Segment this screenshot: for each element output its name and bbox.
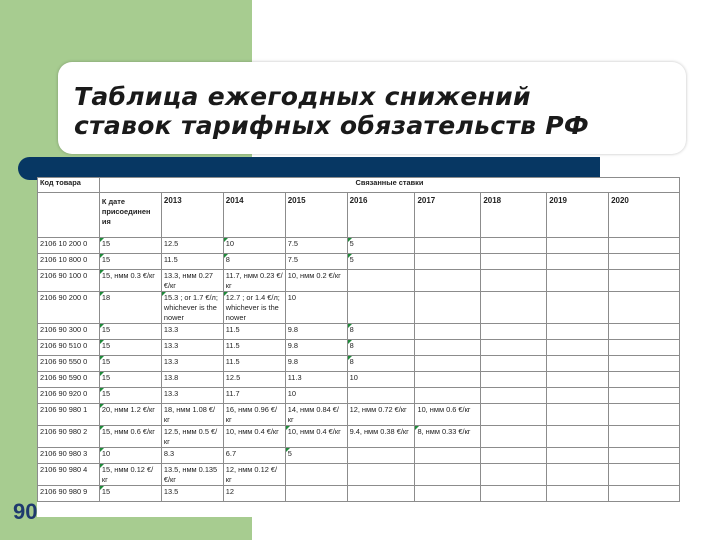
product-code: 2106 90 590 0 xyxy=(38,372,100,388)
rate-cell: 7.5 xyxy=(285,254,347,270)
rate-cell: 10, нмм 0.4 €/кг xyxy=(285,426,347,448)
rate-cell xyxy=(547,404,609,426)
rate-cell: 11.5 xyxy=(223,356,285,372)
rate-cell: 12.7 ; or 1.4 €/л; whichever is the nower xyxy=(223,292,285,324)
year-header: 2016 xyxy=(347,193,415,238)
rate-cell xyxy=(415,270,481,292)
rate-cell: 9.8 xyxy=(285,340,347,356)
rate-cell: 12.5, нмм 0.5 €/кг xyxy=(161,426,223,448)
rate-cell: 14, нмм 0.84 €/кг xyxy=(285,404,347,426)
rate-cell xyxy=(347,388,415,404)
rate-cell: 15, нмм 0.12 €/кг xyxy=(99,464,161,486)
product-code: 2106 90 980 9 xyxy=(38,486,100,502)
rate-cell xyxy=(285,464,347,486)
product-code: 2106 90 100 0 xyxy=(38,270,100,292)
rate-cell xyxy=(547,292,609,324)
rate-cell: 15 xyxy=(99,254,161,270)
rate-cell: 8 xyxy=(347,356,415,372)
rate-cell: 12, нмм 0.12 €/кг xyxy=(223,464,285,486)
table-row xyxy=(38,486,680,502)
rate-cell xyxy=(481,404,547,426)
bound-rates-header: Связанные ставки xyxy=(99,178,679,193)
rate-cell xyxy=(415,356,481,372)
rate-cell: 16, нмм 0.96 €/кг xyxy=(223,404,285,426)
product-code: 2106 90 980 3 xyxy=(38,448,100,464)
rate-cell: 10, нмм 0.6 €/кг xyxy=(415,404,481,426)
product-code: 2106 10 800 0 xyxy=(38,254,100,270)
rate-cell xyxy=(481,426,547,448)
rate-cell xyxy=(415,340,481,356)
rate-cell: 15 xyxy=(99,388,161,404)
table-row xyxy=(38,464,680,486)
rate-cell: 15.3 ; or 1.7 €/л; whichever is the nower xyxy=(161,292,223,324)
rate-cell: 10, нмм 0.2 €/кг xyxy=(285,270,347,292)
rate-cell: 8 xyxy=(347,324,415,340)
rate-cell: 13.3 xyxy=(161,324,223,340)
year-header: 2018 xyxy=(481,193,547,238)
rate-cell xyxy=(415,486,481,502)
rate-cell xyxy=(481,372,547,388)
rate-cell xyxy=(481,486,547,502)
rate-cell: 11.7, нмм 0.23 €/кг xyxy=(223,270,285,292)
rate-cell xyxy=(547,372,609,388)
rate-cell xyxy=(415,464,481,486)
rate-cell: 15 xyxy=(99,340,161,356)
rate-cell xyxy=(609,448,680,464)
header-row-1 xyxy=(38,178,680,193)
rate-cell xyxy=(347,486,415,502)
rate-cell xyxy=(415,448,481,464)
rate-cell: 18, нмм 1.08 €/кг xyxy=(161,404,223,426)
rate-cell: 8 xyxy=(347,340,415,356)
product-code: 2106 90 980 2 xyxy=(38,426,100,448)
rate-cell xyxy=(481,238,547,254)
title-line-1: Таблица ежегодных снижений xyxy=(74,82,531,111)
rate-cell xyxy=(547,270,609,292)
rate-cell xyxy=(547,340,609,356)
rate-cell xyxy=(415,372,481,388)
rate-cell xyxy=(609,340,680,356)
table-row xyxy=(38,238,680,254)
product-code: 2106 90 550 0 xyxy=(38,356,100,372)
rate-cell xyxy=(609,426,680,448)
rate-cell xyxy=(415,324,481,340)
rate-cell: 5 xyxy=(285,448,347,464)
rate-cell: 20, нмм 1.2 €/кг xyxy=(99,404,161,426)
rate-cell xyxy=(609,270,680,292)
rate-cell xyxy=(609,238,680,254)
rate-cell xyxy=(609,388,680,404)
table-row xyxy=(38,404,680,426)
rate-cell: 11.5 xyxy=(223,324,285,340)
rate-cell xyxy=(481,324,547,340)
year-header: 2019 xyxy=(547,193,609,238)
rate-cell: 10 xyxy=(347,372,415,388)
rate-cell xyxy=(415,254,481,270)
rate-cell: 9.4, нмм 0.38 €/кг xyxy=(347,426,415,448)
year-header: 2013 xyxy=(161,193,223,238)
rate-cell: 11.5 xyxy=(161,254,223,270)
tariff-table xyxy=(37,177,680,502)
table-row xyxy=(38,270,680,292)
rate-cell xyxy=(547,486,609,502)
rate-cell xyxy=(285,486,347,502)
slide-title xyxy=(74,82,674,140)
rate-cell: 13.3, нмм 0.27 €/кг xyxy=(161,270,223,292)
rate-cell xyxy=(609,372,680,388)
rate-cell: 8.3 xyxy=(161,448,223,464)
table-row xyxy=(38,388,680,404)
title-line-2: ставок тарифных обязательств РФ xyxy=(74,111,590,140)
header-row-2 xyxy=(38,193,680,238)
rate-cell: 12 xyxy=(223,486,285,502)
rate-cell: 11.3 xyxy=(285,372,347,388)
rate-cell: 13.5, нмм 0.135 €/кг xyxy=(161,464,223,486)
rate-cell xyxy=(481,292,547,324)
product-code: 2106 90 980 1 xyxy=(38,404,100,426)
rate-cell xyxy=(415,388,481,404)
rate-cell: 12.5 xyxy=(223,372,285,388)
rate-cell xyxy=(481,388,547,404)
rate-cell xyxy=(547,464,609,486)
rate-cell xyxy=(547,324,609,340)
rate-cell: 13.8 xyxy=(161,372,223,388)
rate-cell xyxy=(481,254,547,270)
rate-cell xyxy=(609,486,680,502)
table-row xyxy=(38,356,680,372)
rate-cell xyxy=(609,464,680,486)
rate-cell xyxy=(481,340,547,356)
rate-cell xyxy=(481,464,547,486)
rate-cell: 8, нмм 0.33 €/кг xyxy=(415,426,481,448)
table-row xyxy=(38,340,680,356)
rate-cell: 15 xyxy=(99,486,161,502)
rate-cell: 9.8 xyxy=(285,356,347,372)
rate-cell xyxy=(547,426,609,448)
rate-cell: 5 xyxy=(347,254,415,270)
rate-cell xyxy=(609,292,680,324)
rate-cell: 13.3 xyxy=(161,388,223,404)
year-header: 2020 xyxy=(609,193,680,238)
product-code: 2106 90 200 0 xyxy=(38,292,100,324)
rate-cell: 15 xyxy=(99,238,161,254)
rate-cell: 10 xyxy=(285,292,347,324)
table-row xyxy=(38,372,680,388)
rate-cell: 15 xyxy=(99,324,161,340)
rate-cell xyxy=(547,238,609,254)
rate-cell xyxy=(347,270,415,292)
rate-cell xyxy=(415,292,481,324)
product-code: 2106 90 920 0 xyxy=(38,388,100,404)
rate-cell xyxy=(547,448,609,464)
page-number: 90 xyxy=(13,499,38,524)
rate-cell: 10, нмм 0.4 €/кг xyxy=(223,426,285,448)
code-header-empty xyxy=(38,193,100,238)
rate-cell: 15 xyxy=(99,372,161,388)
rate-cell xyxy=(609,356,680,372)
year-header: 2017 xyxy=(415,193,481,238)
accession-header: К дате присоединен ия xyxy=(99,193,161,238)
rate-cell xyxy=(347,448,415,464)
rate-cell xyxy=(481,356,547,372)
rate-cell: 15, нмм 0.3 €/кг xyxy=(99,270,161,292)
rate-cell xyxy=(347,464,415,486)
table-row xyxy=(38,324,680,340)
table-row xyxy=(38,426,680,448)
product-code: 2106 90 300 0 xyxy=(38,324,100,340)
product-code: 2106 10 200 0 xyxy=(38,238,100,254)
rate-cell: 5 xyxy=(347,238,415,254)
rate-cell xyxy=(609,254,680,270)
rate-cell: 15 xyxy=(99,356,161,372)
rate-cell: 13.3 xyxy=(161,340,223,356)
product-code: 2106 90 510 0 xyxy=(38,340,100,356)
rate-cell: 15, нмм 0.6 €/кг xyxy=(99,426,161,448)
rate-cell xyxy=(547,254,609,270)
rate-cell: 6.7 xyxy=(223,448,285,464)
year-header: 2014 xyxy=(223,193,285,238)
rate-cell: 12, нмм 0.72 €/кг xyxy=(347,404,415,426)
rate-cell: 8 xyxy=(223,254,285,270)
rate-cell: 10 xyxy=(99,448,161,464)
table-row xyxy=(38,292,680,324)
rate-cell xyxy=(481,270,547,292)
rate-cell: 9.8 xyxy=(285,324,347,340)
rate-cell: 7.5 xyxy=(285,238,347,254)
product-code: 2106 90 980 4 xyxy=(38,464,100,486)
rate-cell xyxy=(347,292,415,324)
rate-cell xyxy=(547,356,609,372)
rate-cell: 13.5 xyxy=(161,486,223,502)
rate-cell xyxy=(609,404,680,426)
year-header: 2015 xyxy=(285,193,347,238)
rate-cell: 10 xyxy=(223,238,285,254)
rate-cell: 13.3 xyxy=(161,356,223,372)
rate-cell xyxy=(609,324,680,340)
rate-cell: 18 xyxy=(99,292,161,324)
rate-cell: 12.5 xyxy=(161,238,223,254)
table-row xyxy=(38,448,680,464)
rate-cell: 11.7 xyxy=(223,388,285,404)
rate-cell xyxy=(547,388,609,404)
rate-cell xyxy=(415,238,481,254)
code-header: Код товара xyxy=(38,178,100,193)
table-row xyxy=(38,254,680,270)
rate-cell xyxy=(481,448,547,464)
rate-cell: 10 xyxy=(285,388,347,404)
rate-cell: 11.5 xyxy=(223,340,285,356)
tariff-table-image xyxy=(37,177,680,517)
